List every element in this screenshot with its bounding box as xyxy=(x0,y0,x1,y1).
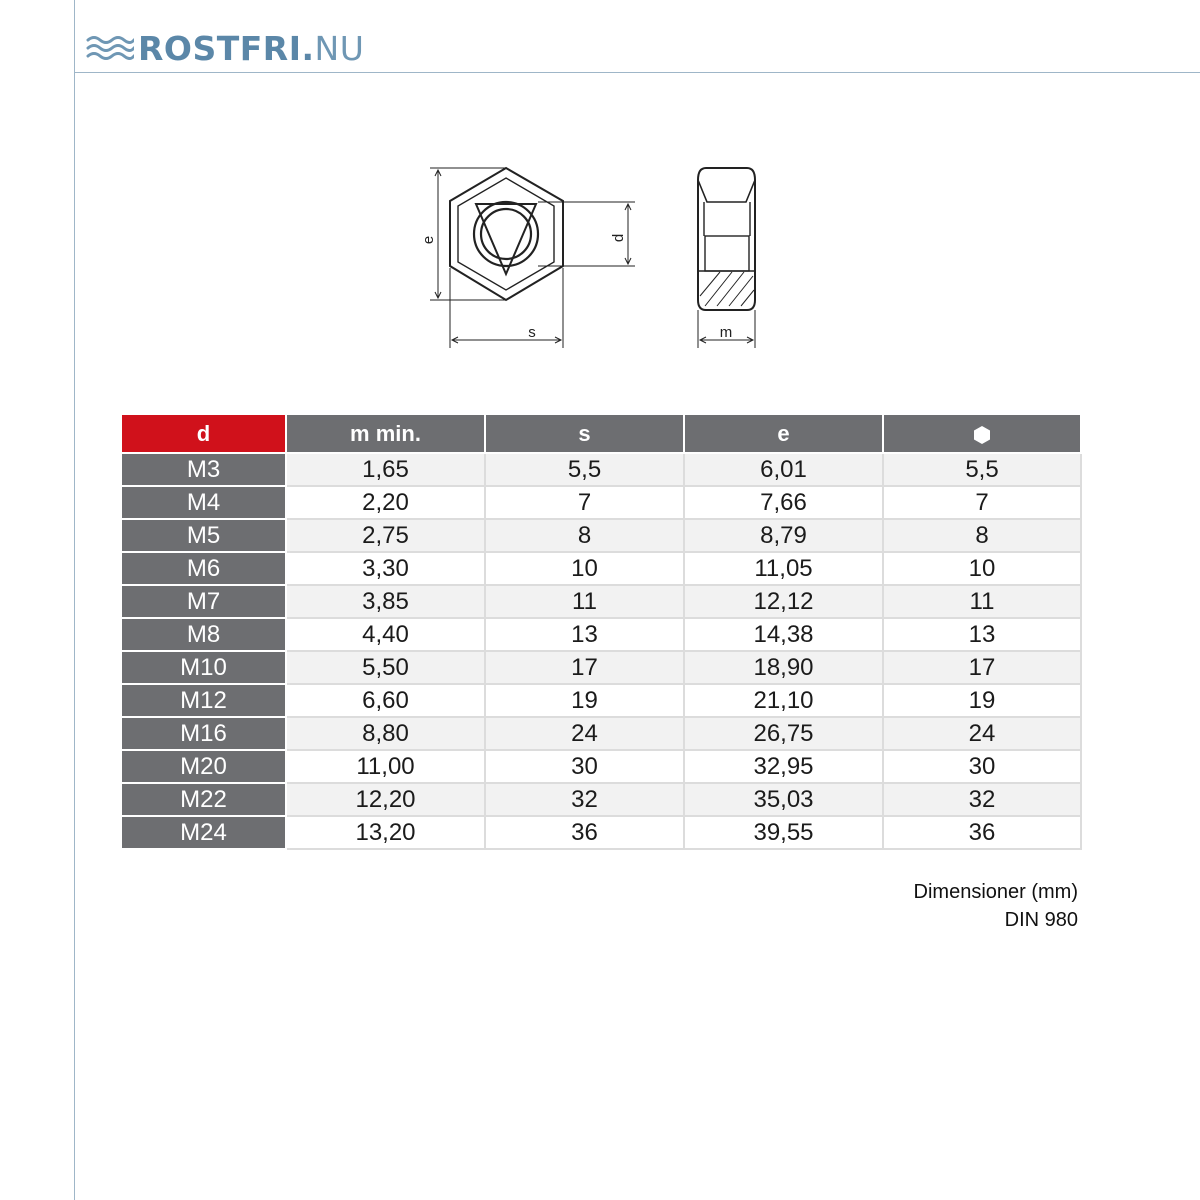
table-cell: 26,75 xyxy=(684,717,883,750)
table-cell: 36 xyxy=(485,816,684,849)
table-cell: 39,55 xyxy=(684,816,883,849)
dimension-lines xyxy=(430,168,755,348)
table-cell: 17 xyxy=(883,651,1081,684)
table-cell: 32 xyxy=(883,783,1081,816)
table-cell: 7 xyxy=(883,486,1081,519)
row-header-cell: M20 xyxy=(121,750,286,783)
table-row xyxy=(121,552,1081,585)
brand-name-main: ROSTFRI. xyxy=(138,28,315,68)
table-cell: 1,65 xyxy=(286,453,485,486)
table-row xyxy=(121,585,1081,618)
table-cell: 12,12 xyxy=(684,585,883,618)
table-cell: 6,01 xyxy=(684,453,883,486)
row-header-cell: M16 xyxy=(121,717,286,750)
table-row xyxy=(121,519,1081,552)
hex-icon xyxy=(972,425,992,445)
table-cell: 11 xyxy=(883,585,1081,618)
table-cell: 21,10 xyxy=(684,684,883,717)
row-header-cell: M4 xyxy=(121,486,286,519)
table-cell: 19 xyxy=(485,684,684,717)
dimension-table-body xyxy=(121,453,1081,849)
table-cell: 7 xyxy=(485,486,684,519)
table-cell: 11,00 xyxy=(286,750,485,783)
brand-name xyxy=(138,28,365,68)
table-row xyxy=(121,717,1081,750)
table-cell: 8,79 xyxy=(684,519,883,552)
row-header-cell: M5 xyxy=(121,519,286,552)
table-cell: 13 xyxy=(883,618,1081,651)
row-header-cell: M22 xyxy=(121,783,286,816)
dimension-label-e: e xyxy=(420,235,437,245)
dimension-table xyxy=(120,413,1082,850)
front-view xyxy=(450,168,563,300)
table-cell: 35,03 xyxy=(684,783,883,816)
row-header-cell: M24 xyxy=(121,816,286,849)
table-cell: 19 xyxy=(883,684,1081,717)
table-cell: 30 xyxy=(485,750,684,783)
table-row xyxy=(121,486,1081,519)
row-header-cell: M8 xyxy=(121,618,286,651)
table-row xyxy=(121,651,1081,684)
table-cell: 18,90 xyxy=(684,651,883,684)
column-header-e: e xyxy=(684,414,883,453)
dimension-label-m: m xyxy=(719,324,733,341)
table-cell: 30 xyxy=(883,750,1081,783)
table-row xyxy=(121,750,1081,783)
column-header-s: s xyxy=(485,414,684,453)
row-header-cell: M7 xyxy=(121,585,286,618)
table-cell: 3,30 xyxy=(286,552,485,585)
table-row xyxy=(121,684,1081,717)
table-cell: 6,60 xyxy=(286,684,485,717)
row-header-cell: M3 xyxy=(121,453,286,486)
dimension-table-header xyxy=(121,414,1081,453)
nut-technical-drawing xyxy=(420,160,780,355)
table-cell: 11 xyxy=(485,585,684,618)
brand-logo xyxy=(86,28,364,68)
table-cell: 7,66 xyxy=(684,486,883,519)
table-cell: 8 xyxy=(883,519,1081,552)
dimension-label-d: d xyxy=(610,233,627,243)
table-cell: 13 xyxy=(485,618,684,651)
table-cell: 11,05 xyxy=(684,552,883,585)
table-cell: 5,5 xyxy=(883,453,1081,486)
table-cell: 24 xyxy=(485,717,684,750)
dimension-label-s: s xyxy=(528,324,536,341)
column-header-d: d xyxy=(121,414,286,453)
table-cell: 2,20 xyxy=(286,486,485,519)
table-row xyxy=(121,618,1081,651)
column-header-wrench-size xyxy=(883,414,1081,453)
brand-name-suffix: NU xyxy=(314,28,365,68)
table-notes xyxy=(914,878,1078,934)
table-cell: 8 xyxy=(485,519,684,552)
table-cell: 8,80 xyxy=(286,717,485,750)
table-cell: 24 xyxy=(883,717,1081,750)
table-cell: 32,95 xyxy=(684,750,883,783)
column-header-m-min: m min. xyxy=(286,414,485,453)
row-header-cell: M6 xyxy=(121,552,286,585)
table-row xyxy=(121,783,1081,816)
table-cell: 14,38 xyxy=(684,618,883,651)
table-cell: 5,5 xyxy=(485,453,684,486)
table-cell: 17 xyxy=(485,651,684,684)
header-row xyxy=(121,414,1081,453)
table-cell: 3,85 xyxy=(286,585,485,618)
table-row xyxy=(121,816,1081,849)
table-cell: 4,40 xyxy=(286,618,485,651)
left-divider xyxy=(74,0,75,1200)
table-cell: 10 xyxy=(485,552,684,585)
table-cell: 13,20 xyxy=(286,816,485,849)
table-cell: 2,75 xyxy=(286,519,485,552)
waves-icon xyxy=(86,32,134,64)
side-view xyxy=(698,168,755,310)
table-cell: 12,20 xyxy=(286,783,485,816)
row-header-cell: M10 xyxy=(121,651,286,684)
standard-note: DIN 980 xyxy=(1004,909,1078,931)
row-header-cell: M12 xyxy=(121,684,286,717)
units-note: Dimensioner (mm) xyxy=(913,881,1078,903)
top-divider xyxy=(74,72,1200,73)
table-cell: 5,50 xyxy=(286,651,485,684)
table-row xyxy=(121,453,1081,486)
table-cell: 36 xyxy=(883,816,1081,849)
table-cell: 10 xyxy=(883,552,1081,585)
table-cell: 32 xyxy=(485,783,684,816)
